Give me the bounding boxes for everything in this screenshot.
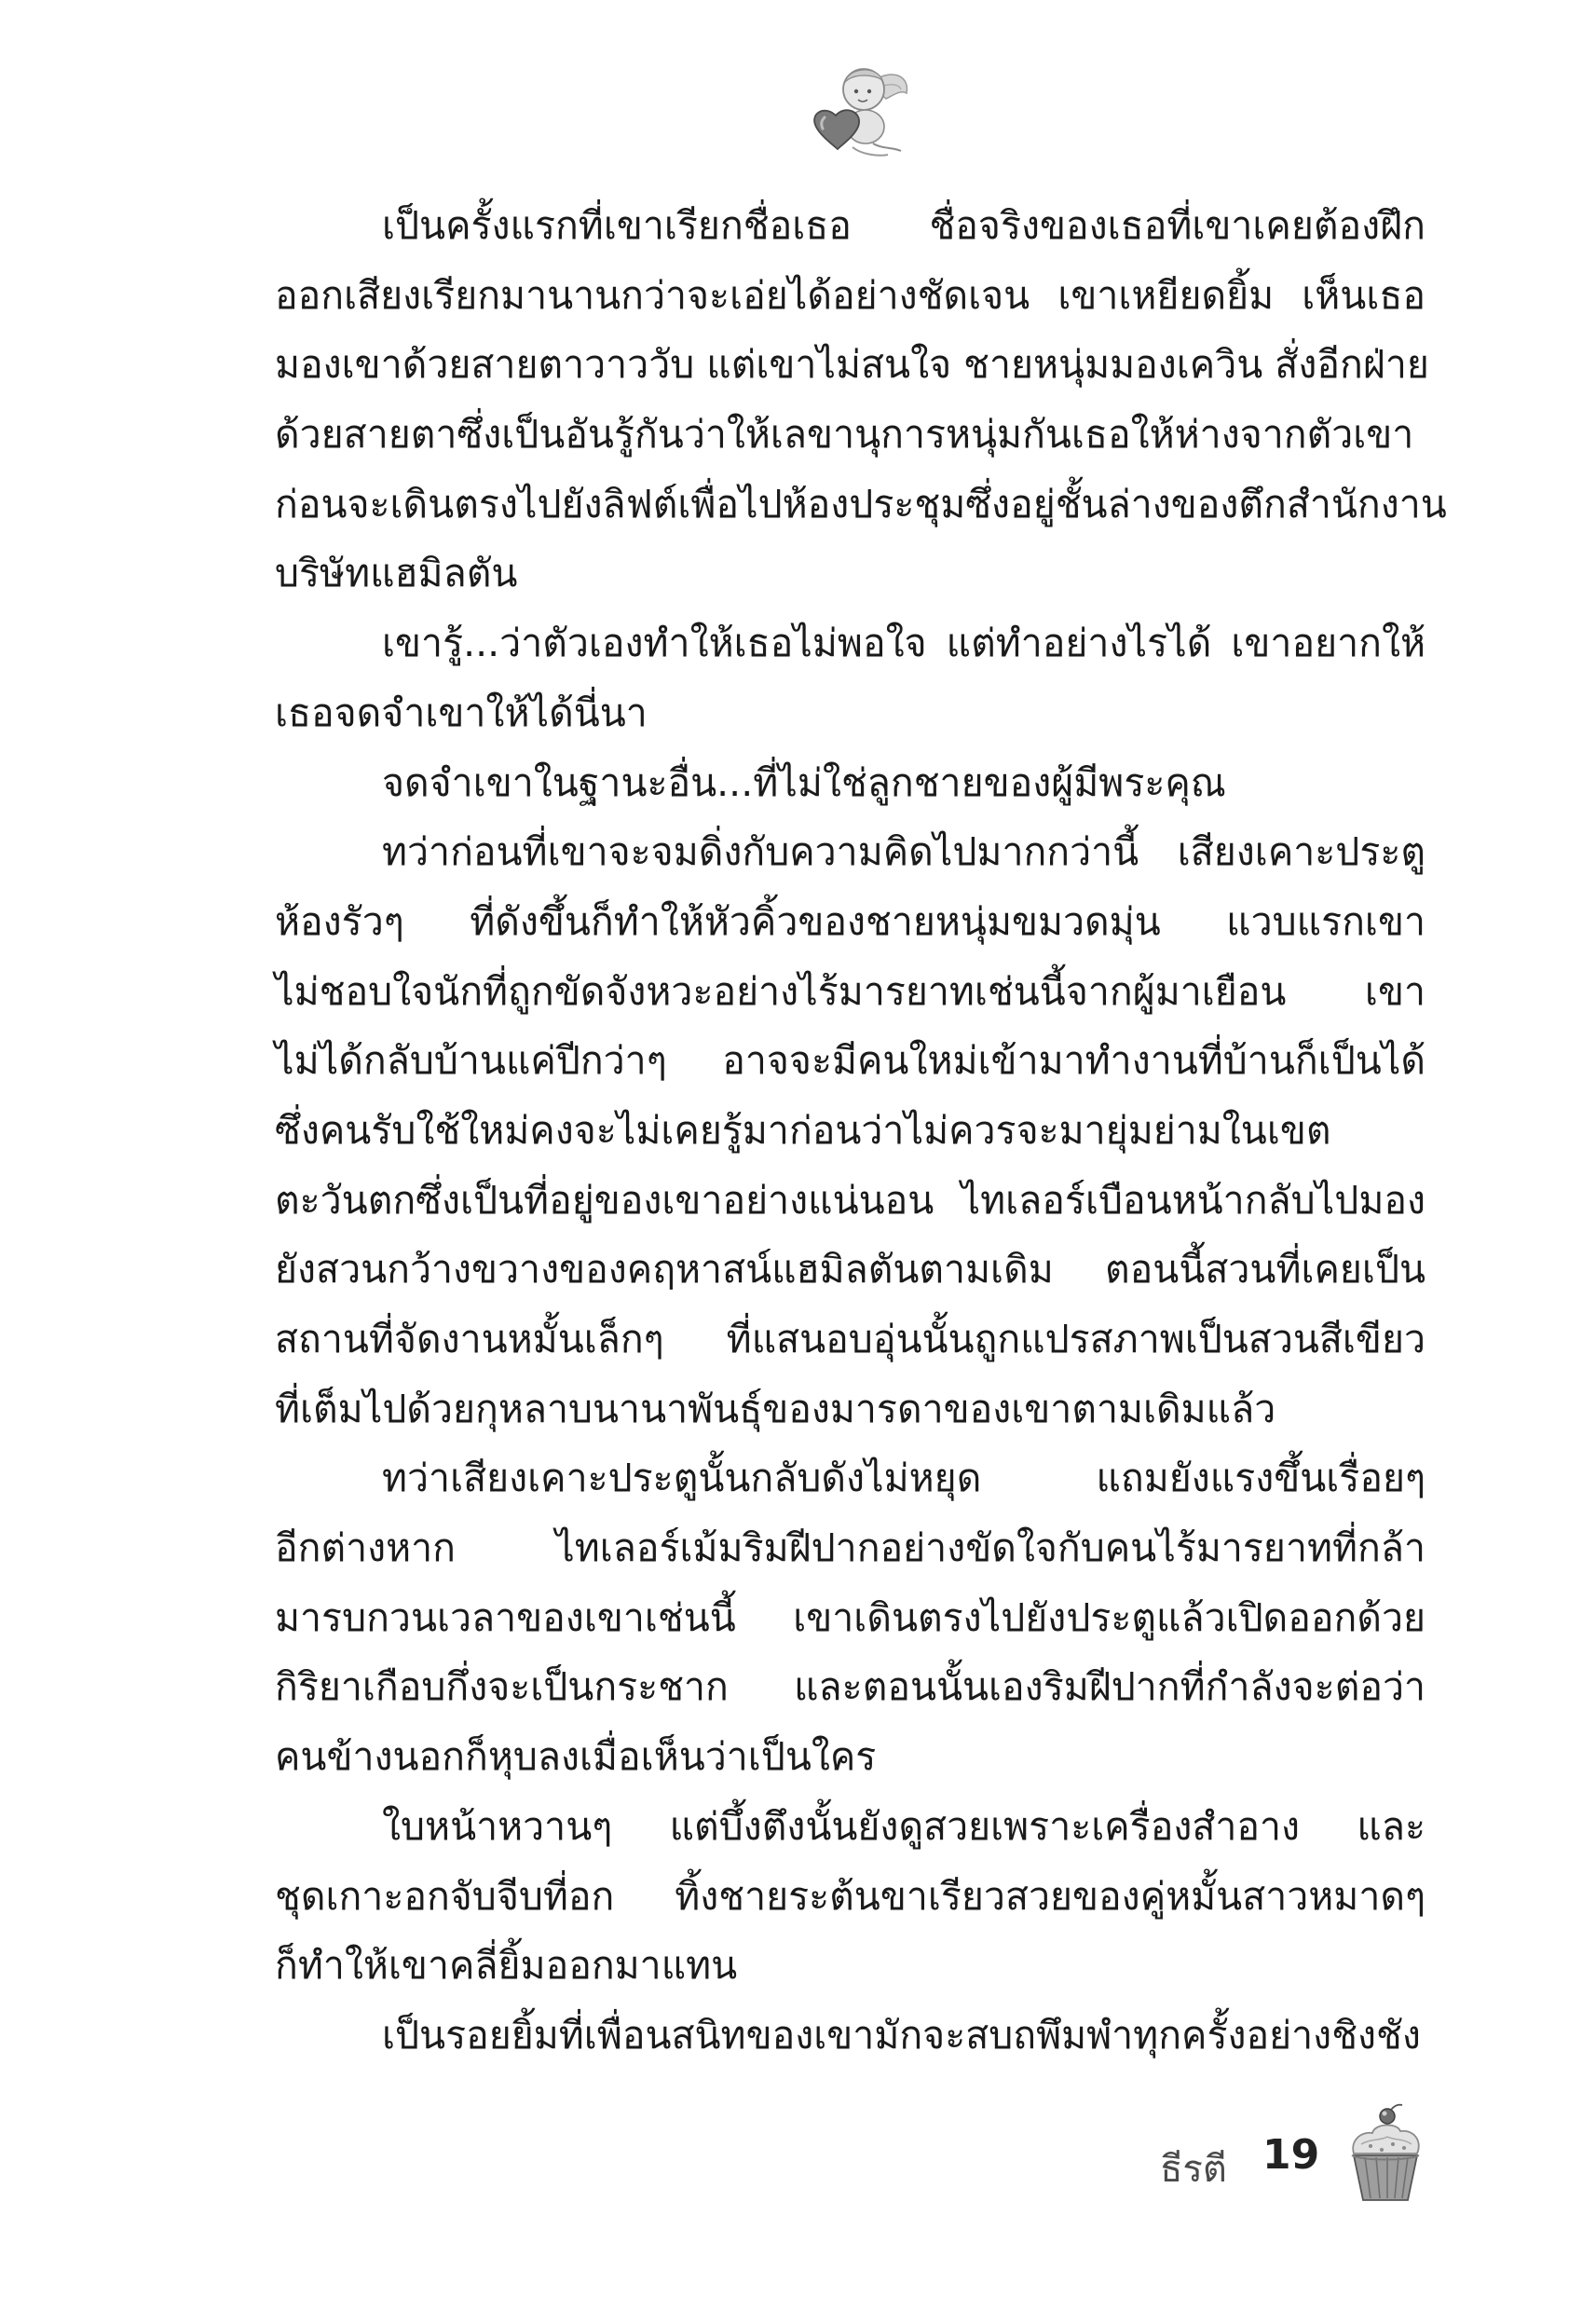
page-number: 19 [1262,2131,1320,2179]
text-line: เป็นรอยยิ้มที่เพื่อนสนิทของเขามักจะสบถพึมพำทุกครั้งอย่างชิงชัง [382,2012,1421,2058]
text-line: ที่เต็มไปด้วยกุหลาบนานาพันธุ์ของมารดาของเขาตามเดิมแล้ว [275,1386,1276,1431]
text-line: ทว่าเสียงเคาะประตูนั้นกลับดังไม่หยุด แถมยังแรงขึ้นเรื่อยๆ [382,1456,1425,1501]
text-line: ซึ่งคนรับใช้ใหม่คงจะไม่เคยรู้มาก่อนว่าไม่ควรจะมายุ่มย่ามในเขต [275,1107,1331,1153]
text-line: กิริยาเกือบกึ่งจะเป็นกระชาก และตอนนั้นเองริมฝีปากที่กำลังจะต่อว่า [275,1664,1425,1710]
text-line: ไม่ชอบใจนักที่ถูกขัดจังหวะอย่างไร้มารยาทเช่นนี้จากผู้มาเยือน เขา [275,968,1425,1014]
text-line: ออกเสียงเรียกมานานกว่าจะเอ่ยได้อย่างชัดเจน เขาเหยียดยิ้ม เห็นเธอ [275,272,1425,318]
text-line: จดจำเขาในฐานะอื่น...ที่ไม่ใช่ลูกชายของผู้มีพระคุณ [382,759,1226,805]
cherub-with-heart-icon [797,58,913,160]
text-line: เป็นครั้งแรกที่เขาเรียกชื่อเธอ ชื่อจริงของเธอที่เขาเคยต้องฝึก [382,203,1425,248]
text-line: ทว่าก่อนที่เขาจะจมดิ่งกับความคิดไปมากกว่านี้ เสียงเคาะประตู [382,829,1425,875]
text-line: เขารู้...ว่าตัวเองทำให้เธอไม่พอใจ แต่ทำอย่างไรได้ เขาอยากให้ [382,621,1425,666]
text-line: ชุดเกาะอกจับจีบที่อก ทิ้งชายระต้นขาเรียวสวยของคู่หมั้นสาวหมาดๆ [275,1873,1425,1919]
book-title: ธีรตี [1160,2148,1227,2191]
text-line: มารบกวนเวลาของเขาเช่นนี้ เขาเดินตรงไปยังประตูแล้วเปิดออกด้วย [275,1594,1425,1640]
text-line: ห้องรัวๆ ที่ดังขึ้นก็ทำให้หัวคิ้วของชายหนุ่มขมวดมุ่น แวบแรกเขา [275,898,1425,944]
text-line: บริษัทแฮมิลตัน [275,551,518,596]
text-line: อีกต่างหาก ไทเลอร์เม้มริมฝีปากอย่างขัดใจกับคนไร้มารยาทที่กล้า [275,1525,1425,1571]
page-footer [1123,2111,1439,2222]
text-line: ไม่ได้กลับบ้านแค่ปีกว่าๆ อาจจะมีคนใหม่เข้ามาทำงานที่บ้านก็เป็นได้ [275,1038,1425,1084]
text-line: คนข้างนอกก็หุบลงเมื่อเห็นว่าเป็นใคร [275,1734,877,1780]
text-line: เธอจดจำเขาให้ได้นี่นา [275,690,648,735]
text-line: ใบหน้าหวานๆ แต่บึ้งตึงนั้นยังดูสวยเพราะเครื่องสำอาง และ [382,1803,1425,1849]
cupcake-icon [1344,2103,1426,2204]
text-line: สถานที่จัดงานหมั้นเล็กๆ ที่แสนอบอุ่นนั้นถูกแปรสภาพเป็นสวนสีเขียว [275,1317,1425,1361]
text-line: มองเขาด้วยสายตาวาววับ แต่เขาไม่สนใจ ชายหนุ่มมองเควิน สั่งอีกฝ่าย [275,342,1429,388]
text-line: ด้วยสายตาซึ่งเป็นอันรู้กันว่าให้เลขานุการหนุ่มกันเธอให้ห่างจากตัวเขา [275,412,1414,458]
text-line: ก็ทำให้เขาคลี่ยิ้มออกมาแทน [275,1943,738,1989]
text-line: ยังสวนกว้างขวางของคฤหาสน์แฮมิลตันตามเดิม ตอนนี้สวนที่เคยเป็น [275,1247,1425,1292]
body-text [275,191,1447,2071]
text-line: ตะวันตกซึ่งเป็นที่อยู่ของเขาอย่างแน่นอน ไทเลอร์เบือนหน้ากลับไปมอง [275,1177,1425,1223]
text-line: ก่อนจะเดินตรงไปยังลิฟต์เพื่อไปห้องประชุมซึ่งอยู่ชั้นล่างของตึกสำนักงาน [275,481,1447,526]
